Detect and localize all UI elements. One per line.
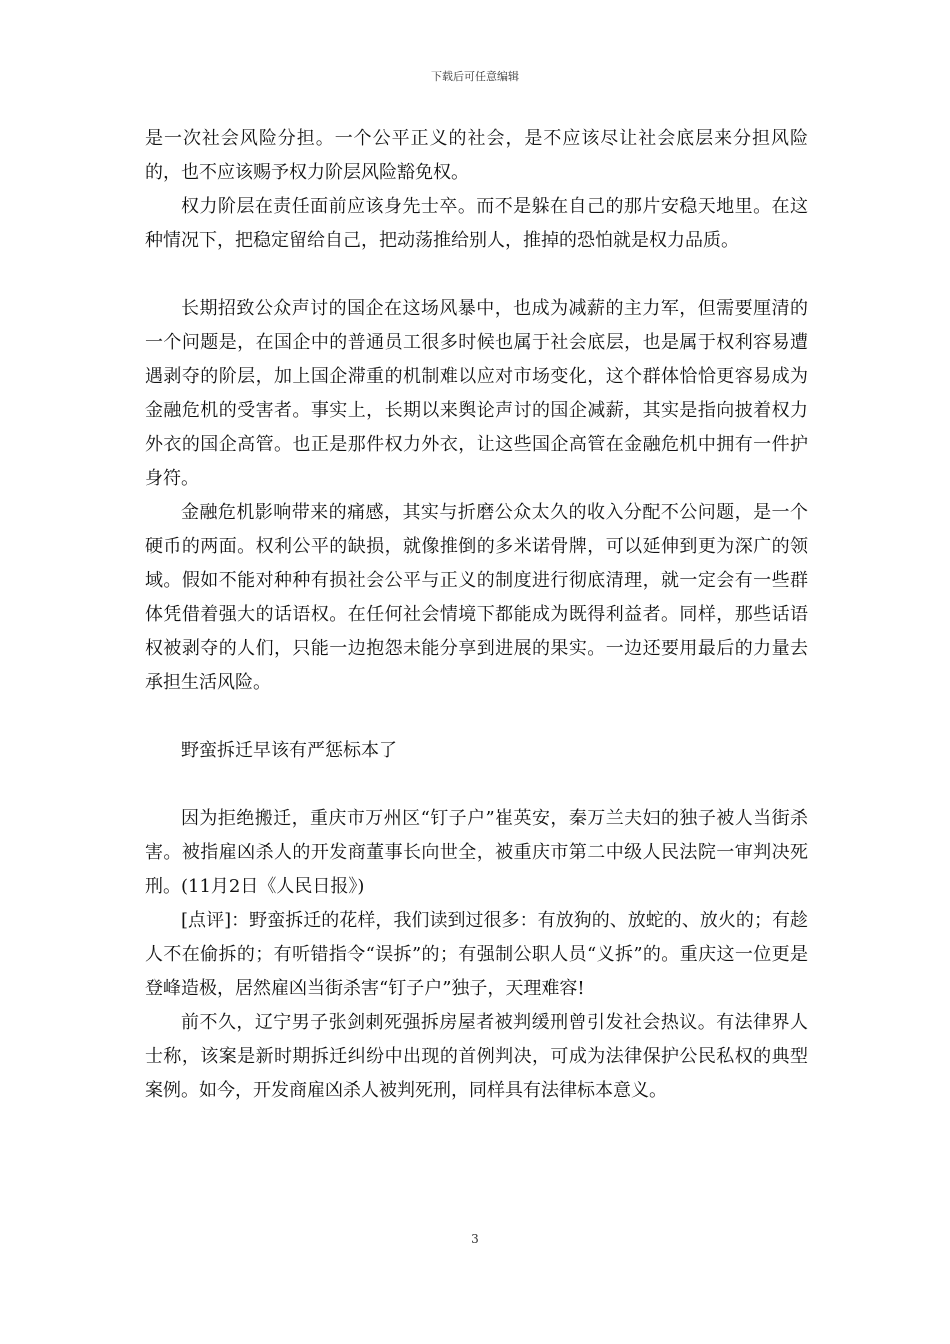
section-heading: 野蛮拆迁早该有严惩标本了 — [181, 740, 397, 761]
paragraph: 前不久，辽宁男子张剑刺死强拆房屋者被判缓刑曾引发社会热议。有法律界人士称，该案是新时期拆迁纠纷中出现的首例判决，可成为法律保护公民私权的典型案例。如今，开发商雇凶杀人被判死刑，同样具有法律标本意义。 — [145, 1012, 808, 1101]
page-number: 3 — [471, 1232, 479, 1246]
document-body — [145, 122, 808, 1108]
page-header: 下载后可任意编辑 — [431, 70, 519, 83]
paragraph: 权力阶层在责任面前应该身先士卒。而不是躲在自己的那片安稳天地里。在这种情况下，把稳定留给自己，把动荡推给别人，推掉的恐怕就是权力品质。 — [145, 196, 808, 251]
paragraph: [点评]：野蛮拆迁的花样，我们读到过很多：有放狗的、放蛇的、放火的；有趁人不在偷拆的；有听错指令“误拆”的；有强制公职人员“义拆”的。重庆这一位更是登峰造极，居然雇凶当街杀害“钉子户”独子，天理难容! — [145, 910, 808, 999]
paragraph: 金融危机影响带来的痛感，其实与折磨公众太久的收入分配不公问题，是一个硬币的两面。权利公平的缺损，就像推倒的多米诺骨牌，可以延伸到更为深广的领域。假如不能对种种有损社会公平与正义的制度进行彻底清理，就一定会有一些群体凭借着强大的话语权。在任何社会情境下都能成为既得利益者。同样，那些话语权被剥夺的人们，只能一边抱怨未能分享到进展的果实。一边还要用最后的力量去承担生活风险。 — [145, 502, 808, 693]
blank-line — [145, 700, 808, 734]
blank-line — [145, 768, 808, 802]
blank-line — [145, 258, 808, 292]
paragraph: 因为拒绝搬迁，重庆市万州区“钉子户”崔英安，秦万兰夫妇的独子被人当街杀害。被指雇凶杀人的开发商董事长向世全，被重庆市第二中级人民法院一审判决死刑。(11月2日《人民日报》) — [145, 808, 808, 897]
paragraph: 长期招致公众声讨的国企在这场风暴中，也成为减薪的主力军，但需要厘清的一个问题是，在国企中的普通员工很多时候也属于社会底层，也是属于权利容易遭遇剥夺的阶层，加上国企滞重的机制难以应对市场变化，这个群体恰恰更容易成为金融危机的受害者。事实上，长期以来舆论声讨的国企减薪，其实是指向披着权力外衣的国企高管。也正是那件权力外衣，让这些国企高管在金融危机中拥有一件护身符。 — [145, 298, 808, 489]
paragraph: 是一次社会风险分担。一个公平正义的社会，是不应该尽让社会底层来分担风险的，也不应该赐予权力阶层风险豁免权。 — [145, 128, 808, 183]
